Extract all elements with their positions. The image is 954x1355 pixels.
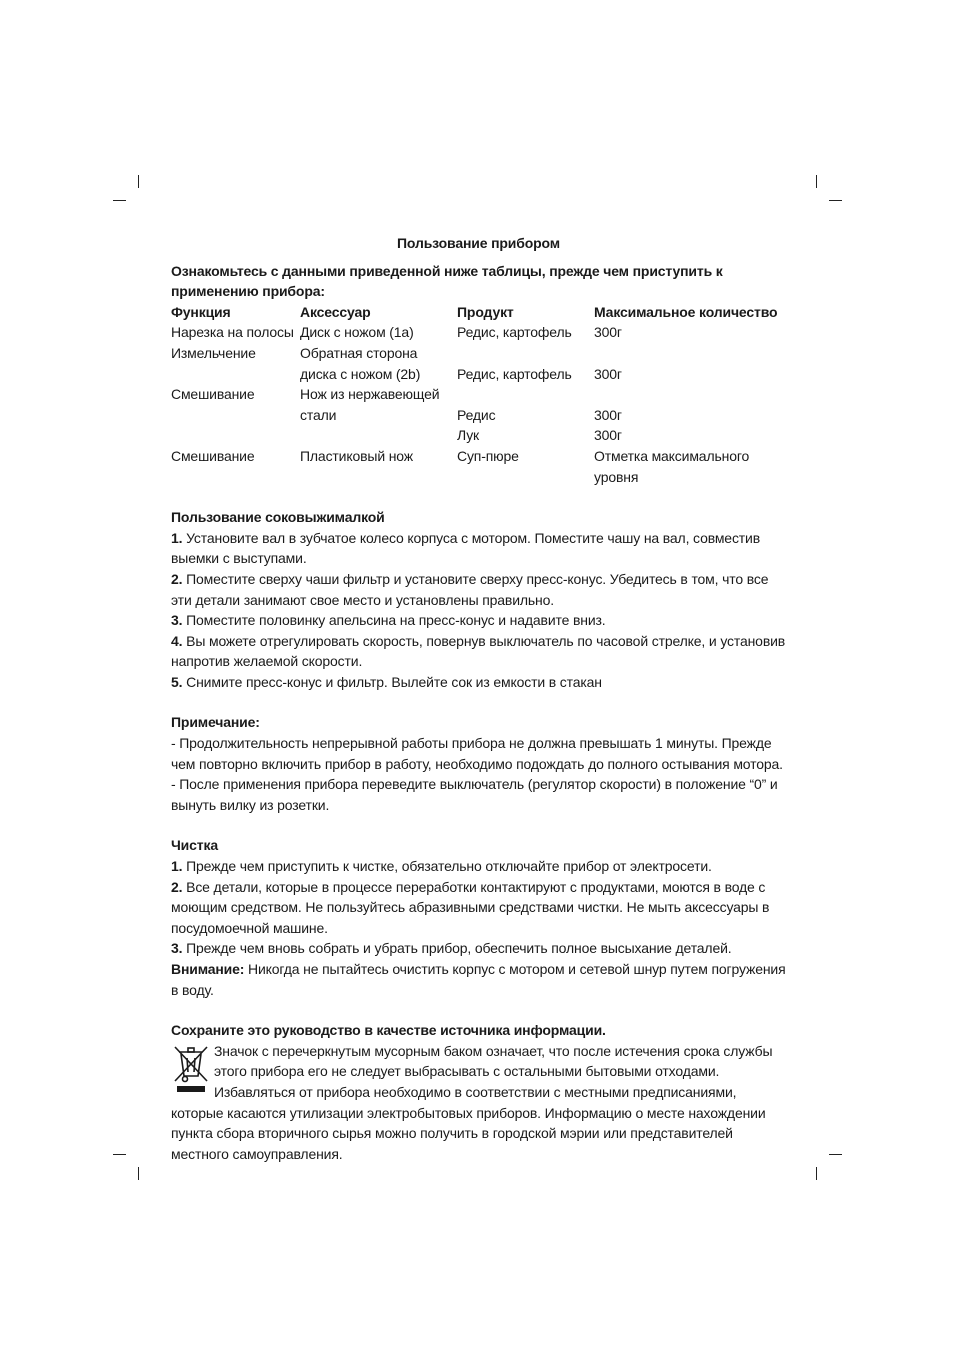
cleaning-step (171, 938, 786, 959)
cleaning-warning (171, 959, 786, 1000)
intro-text: Ознакомьтесь с данными приведенной ниже таблицы, прежде чем приступить к применению прибора: (171, 262, 723, 300)
function-table (171, 302, 787, 487)
table-cell: Лук (457, 427, 480, 444)
note-item: - Продолжительность непрерывной работы прибора не должна превышать 1 минуты. Прежде чем повторно включить прибор в работу, необходимо подождать до полного остывания мотора. (171, 735, 783, 772)
juicer-heading: Пользование соковыжималкой (171, 509, 385, 526)
table-cell: Смешивание (171, 447, 255, 464)
table-cell (457, 384, 594, 405)
table-cell: Редис, картофель (457, 324, 572, 341)
table-cell: Измельчение (171, 344, 256, 361)
table-cell: Диск с ножом (1a) (300, 324, 414, 341)
juicer-step (171, 672, 786, 693)
table-row (171, 425, 787, 446)
crop-mark (113, 200, 126, 201)
juicer-step (171, 528, 786, 569)
step-text: Поместите половинку апельсина на пресс-конус и надавите вниз. (182, 612, 606, 629)
table-cell: стали (300, 406, 337, 423)
table-cell (594, 384, 787, 405)
table-cell: Нарезка на полосы (171, 324, 294, 341)
step-text: Вы можете отрегулировать скорость, повернув выключатель по часовой стрелке, и установив напротив желаемой скорости. (171, 632, 786, 670)
cleaning-step (171, 856, 786, 877)
crop-mark (829, 200, 842, 201)
crop-mark (829, 1154, 842, 1155)
table-cell: Пластиковый нож (300, 447, 414, 464)
table-row (171, 446, 787, 487)
step-number: 4. (171, 632, 183, 649)
table-header-row (171, 302, 787, 323)
table-row (171, 322, 787, 343)
document-body (171, 233, 786, 1164)
step-number: 5. (171, 673, 183, 690)
step-number: 2. (171, 878, 183, 895)
step-number: 1. (171, 529, 183, 546)
juicer-step (171, 610, 786, 631)
table-row (171, 343, 787, 364)
disposal-notice (171, 1041, 786, 1165)
step-number: 3. (171, 940, 183, 957)
table-cell: 300г (594, 427, 622, 444)
table-header: Аксессуар (300, 303, 371, 320)
warning-label: Внимание: (171, 961, 245, 977)
crop-mark (816, 1167, 817, 1180)
step-number: 2. (171, 570, 183, 587)
step-text: Прежде чем вновь собрать и убрать прибор, обеспечить полное высыхание деталей. (182, 940, 732, 957)
table-header: Максимальное количество (594, 303, 778, 320)
table-cell: Обратная сторона (300, 344, 418, 361)
table-cell: Суп-пюре (457, 447, 519, 464)
table-row (171, 364, 787, 385)
table-cell (171, 425, 300, 446)
table-cell (171, 405, 300, 426)
cleaning-step (171, 877, 786, 939)
table-cell: 300г (594, 406, 622, 423)
footer-heading: Сохраните это руководство в качестве источника информации. (171, 1022, 606, 1039)
crop-mark (138, 175, 139, 188)
table-cell: Нож из нержавеющей (300, 386, 440, 403)
step-text: Прежде чем приступить к чистке, обязательно отключайте прибор от электросети. (182, 858, 712, 875)
table-cell: 300г (594, 365, 622, 382)
table-cell (300, 425, 457, 446)
step-number: 1. (171, 858, 183, 875)
table-cell: Смешивание (171, 386, 255, 403)
note-item: - После применения прибора переведите выключатель (регулятор скорости) в положение “0” и вынуть вилку из розетки. (171, 776, 778, 813)
crop-mark (113, 1154, 126, 1155)
note-heading: Примечание: (171, 714, 260, 731)
crossed-out-wheelie-bin-icon (171, 1043, 211, 1095)
crop-mark (816, 175, 817, 188)
step-number: 3. (171, 612, 183, 629)
page-title: Пользование прибором (397, 235, 560, 251)
step-text: Снимите пресс-конус и фильтр. Вылейте сок из емкости в стакан (182, 673, 602, 690)
table-row (171, 384, 787, 405)
crop-mark (138, 1167, 139, 1180)
table-cell: Отметка максимального уровня (594, 447, 750, 485)
juicer-step (171, 631, 786, 672)
table-cell: Редис, картофель (457, 365, 572, 382)
step-text: Поместите сверху чаши фильтр и установите сверху пресс-конус. Убедитесь в том, что все эти детали занимают свое место и установлены правильно. (171, 570, 769, 608)
table-cell: диска с ножом (2b) (300, 365, 421, 382)
step-text: Установите вал в зубчатое колесо корпуса с мотором. Поместите чашу на вал, совместив выемки с выступами. (171, 529, 761, 567)
table-cell: Редис (457, 406, 496, 423)
juicer-step (171, 569, 786, 610)
cleaning-heading: Чистка (171, 837, 218, 854)
table-row (171, 405, 787, 426)
warning-text: Никогда не пытайтесь очистить корпус с мотором и сетевой шнур путем погружения в воду. (171, 961, 786, 998)
table-cell: 300г (594, 324, 622, 341)
table-cell (457, 343, 594, 364)
step-text: Все детали, которые в процессе переработки контактируют с продуктами, моются в воде с моющим средством. Не пользуйтесь абразивными средствами чистки. Не мыть аксессуары в посудомоечной машине. (171, 878, 770, 936)
disposal-text: Значок с перечеркнутым мусорным баком означает, что после истечения срока службы этого прибора его не следует выбрасывать с остальными бытовыми отходами. Избавляться от прибора необходимо в соответствии с местными предписаниями, которые касаются утилизации электробытовых приборов. Информацию о месте нахождении пункта сбора вторичного сырья можно получить в городской мэрии или представителей местного самоуправления. (171, 1042, 773, 1162)
table-header: Продукт (457, 303, 514, 320)
table-cell (594, 343, 787, 364)
table-header: Функция (171, 303, 231, 320)
table-cell (171, 364, 300, 385)
